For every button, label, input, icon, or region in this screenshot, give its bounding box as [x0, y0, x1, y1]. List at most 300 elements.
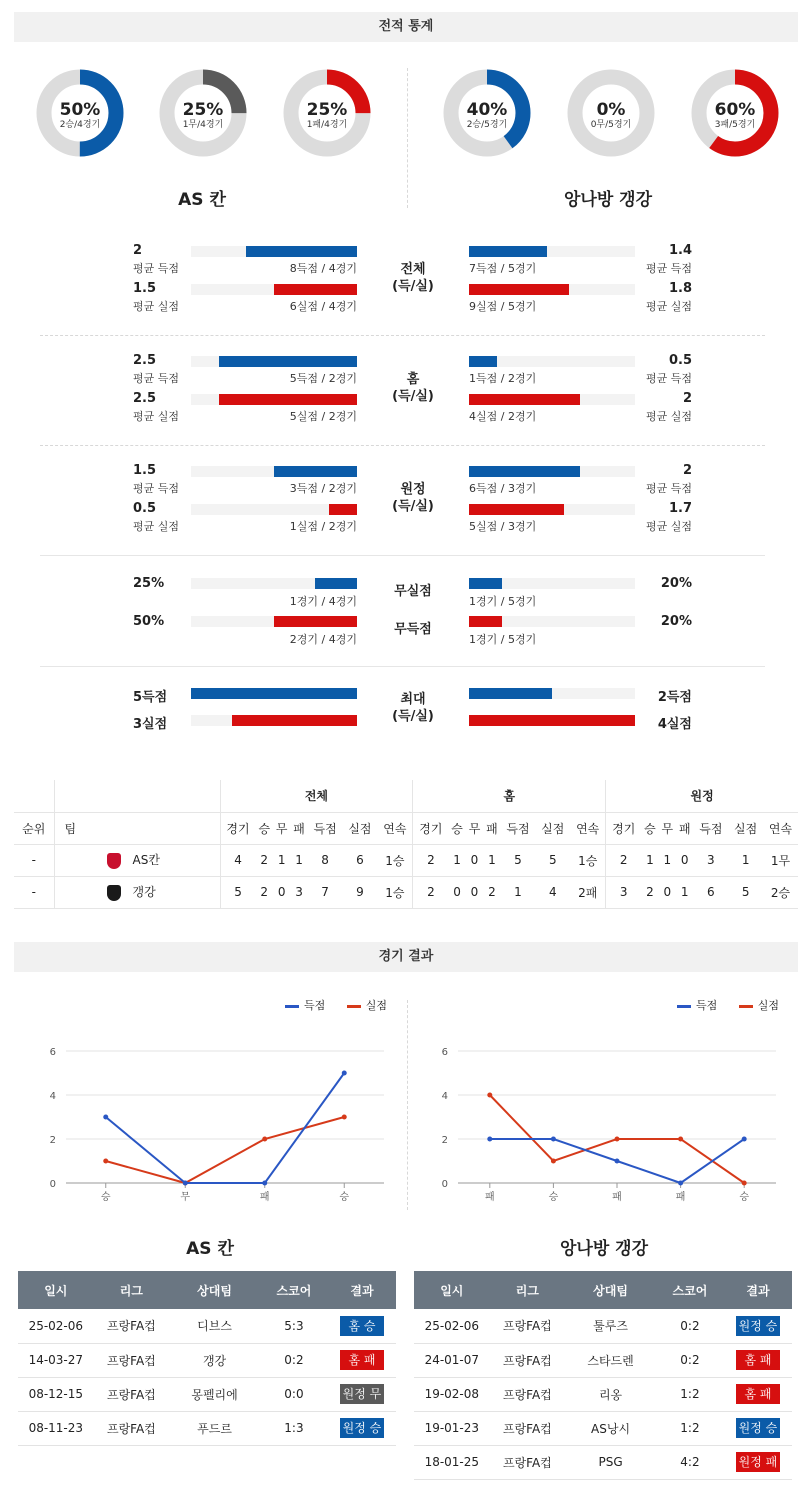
standings-cell: 1 — [728, 844, 763, 876]
standings-cell: 7 — [308, 876, 343, 908]
standings-cell: 1무 — [763, 844, 798, 876]
home-team-title: AS 칸 — [178, 190, 226, 210]
away-line-chart — [400, 1030, 800, 1210]
standings-cell: 0 — [676, 844, 693, 876]
home-avg-for-label: 평균 득점 — [133, 372, 180, 385]
standings-cell: 8 — [308, 844, 343, 876]
result-league: 프랑FA컵 — [490, 1343, 566, 1377]
donut-sub: 1패/4경기 — [306, 120, 348, 130]
home-avg-for-label: 평균 득점 — [133, 262, 180, 275]
result-badge: 홈 패 — [736, 1384, 780, 1404]
donut-percent: 60% — [714, 100, 756, 120]
col-rank: 순위 — [14, 812, 54, 844]
standings-cell: 2 — [641, 876, 658, 908]
max-label — [373, 691, 453, 725]
x-tick-label: 승 — [100, 1192, 111, 1203]
standings-subcol: 승 — [641, 812, 658, 844]
legend-against-swatch — [347, 1005, 361, 1008]
clean-label: 무실점 — [394, 584, 432, 599]
result-cell — [724, 1377, 792, 1411]
result-opponent: 툴루즈 — [565, 1309, 656, 1343]
donut-sub: 2승/5경기 — [466, 120, 508, 130]
result-badge: 홈 패 — [736, 1350, 780, 1370]
noscore-label: 무득점 — [394, 622, 432, 637]
donut-percent: 0% — [596, 100, 626, 120]
home-avg-against-label: 평균 실점 — [133, 520, 180, 533]
standings-cell: 5 — [535, 844, 570, 876]
table-row — [18, 1343, 396, 1377]
result-date: 25-02-06 — [18, 1309, 94, 1343]
results-col-header: 상대팀 — [169, 1271, 260, 1309]
standings-subcol: 연속 — [570, 812, 606, 844]
standings-cell: 5 — [501, 844, 536, 876]
home-avg-for: 2.5 — [133, 353, 157, 368]
team-logo-icon — [107, 853, 121, 869]
result-date: 08-12-15 — [18, 1377, 94, 1411]
standings-cell: 9 — [343, 876, 378, 908]
series-line — [106, 1117, 345, 1183]
away-noscore-pct: 20% — [660, 614, 692, 629]
home-results-table — [18, 1271, 396, 1446]
standings-cell: 0 — [448, 876, 465, 908]
standings-subcol: 실점 — [728, 812, 763, 844]
result-opponent: 푸드르 — [169, 1411, 260, 1445]
group-label-main: 홈 — [406, 372, 420, 387]
away-avg-for-label: 평균 득점 — [645, 482, 692, 495]
table-row — [18, 1377, 396, 1411]
donut-percent: 25% — [182, 100, 224, 120]
standings-subcol: 패 — [483, 812, 500, 844]
legend-for-swatch — [677, 1005, 691, 1008]
away-for-sub: 1득점 / 2경기 — [469, 372, 537, 385]
home-bar — [329, 504, 357, 515]
team-divider — [407, 68, 408, 208]
home-bar — [219, 356, 357, 367]
results-col-header: 스코어 — [656, 1271, 724, 1309]
table-row — [414, 1343, 792, 1377]
chart-legend-away — [677, 997, 779, 1013]
donut-sub: 2승/4경기 — [59, 120, 101, 130]
series-point — [742, 1137, 747, 1142]
away-bar — [469, 284, 569, 295]
result-score: 5:3 — [260, 1309, 328, 1343]
home-avg-for: 2 — [133, 243, 143, 258]
result-score: 0:2 — [656, 1343, 724, 1377]
away-avg-for-label: 평균 득점 — [645, 262, 692, 275]
home-clean-pct: 25% — [133, 576, 165, 591]
donut-chart — [443, 69, 531, 157]
standings-team-name: 갱강 — [132, 885, 156, 900]
result-opponent: PSG — [565, 1445, 656, 1479]
series-point — [615, 1137, 620, 1142]
standings-cell: 3 — [693, 844, 728, 876]
home-for-sub: 8득점 / 4경기 — [289, 262, 357, 275]
group-divider — [40, 666, 765, 667]
result-cell — [328, 1411, 396, 1445]
donut-chart — [159, 69, 247, 157]
table-row — [18, 1309, 396, 1343]
home-for-sub: 5득점 / 2경기 — [289, 372, 357, 385]
results-col-header: 스코어 — [260, 1271, 328, 1309]
y-tick-label: 6 — [49, 1047, 56, 1058]
y-tick-label: 0 — [49, 1179, 56, 1190]
result-cell — [328, 1309, 396, 1343]
table-row — [414, 1309, 792, 1343]
standings-cell: 5 — [220, 876, 256, 908]
away-team-title: 앙나방 갱강 — [563, 190, 653, 210]
away-bar — [469, 715, 635, 726]
standings-cell: 1승 — [377, 876, 413, 908]
standings-subcol: 무 — [273, 812, 290, 844]
result-badge: 원정 승 — [736, 1418, 780, 1438]
group-label-main: 전체 — [400, 262, 426, 277]
standings-subcol: 득점 — [501, 812, 536, 844]
standings-cell: 4 — [535, 876, 570, 908]
x-tick-label: 패 — [612, 1192, 622, 1203]
result-opponent: AS낭시 — [565, 1411, 656, 1445]
home-avg-against: 2.5 — [133, 391, 157, 406]
result-league: 프랑FA컵 — [490, 1309, 566, 1343]
result-badge: 원정 무 — [340, 1384, 384, 1404]
series-point — [487, 1137, 492, 1142]
y-tick-label: 0 — [441, 1179, 448, 1190]
home-avg-against-label: 평균 실점 — [133, 410, 180, 423]
result-opponent: 스타드렌 — [565, 1343, 656, 1377]
donut-chart — [283, 69, 371, 157]
result-date: 24-01-07 — [414, 1343, 490, 1377]
result-badge: 홈 승 — [340, 1316, 384, 1336]
result-score: 1:3 — [260, 1411, 328, 1445]
donut-chart — [36, 69, 124, 157]
legend-against-label: 실점 — [365, 999, 388, 1012]
y-tick-label: 6 — [441, 1047, 448, 1058]
result-badge: 홈 패 — [340, 1350, 384, 1370]
legend-against-swatch — [739, 1005, 753, 1008]
result-date: 19-02-08 — [414, 1377, 490, 1411]
standings-cell: 1 — [273, 844, 290, 876]
group-divider — [40, 335, 765, 336]
group-divider — [40, 445, 765, 446]
result-date: 19-01-23 — [414, 1411, 490, 1445]
away-avg-for-label: 평균 득점 — [645, 372, 692, 385]
series-point — [262, 1181, 267, 1186]
standings-cell: 2패 — [570, 876, 606, 908]
standings-cell: 0 — [466, 876, 483, 908]
standings-cell: 2 — [413, 844, 449, 876]
standings-cell: 1 — [676, 876, 693, 908]
result-cell — [724, 1309, 792, 1343]
away-clean-pct: 20% — [660, 576, 692, 591]
legend-for-label: 득점 — [304, 999, 326, 1012]
home-avg-against: 0.5 — [133, 501, 157, 516]
away-for-sub: 7득점 / 5경기 — [469, 262, 537, 275]
away-against-sub: 5실점 / 3경기 — [469, 520, 537, 533]
standings-rank: - — [14, 876, 54, 908]
standings-cell: 4 — [220, 844, 256, 876]
home-bar — [315, 578, 357, 589]
standings-subcol: 연속 — [763, 812, 798, 844]
series-point — [183, 1181, 188, 1186]
standings-cell: 2 — [606, 844, 642, 876]
result-cell — [724, 1445, 792, 1479]
x-tick-label: 패 — [675, 1192, 686, 1203]
standings-cell: 3 — [290, 876, 307, 908]
table-row — [414, 1377, 792, 1411]
results-col-header: 상대팀 — [565, 1271, 656, 1309]
standings-cell: 2승 — [763, 876, 798, 908]
home-for-sub: 3득점 / 2경기 — [289, 482, 357, 495]
standings-rank: - — [14, 844, 54, 876]
standings-subcol: 실점 — [343, 812, 378, 844]
group-label-main: 원정 — [400, 482, 426, 497]
group-label — [373, 261, 453, 295]
x-tick-label: 승 — [339, 1192, 350, 1203]
series-point — [342, 1115, 347, 1120]
home-against-sub: 5실점 / 2경기 — [289, 410, 357, 423]
series-point — [487, 1093, 492, 1098]
standings-cell: 5 — [728, 876, 763, 908]
series-line — [106, 1073, 345, 1183]
result-league: 프랑FA컵 — [94, 1343, 170, 1377]
donut-percent: 50% — [59, 100, 101, 120]
standings-cell: 0 — [273, 876, 290, 908]
away-against-sub: 9실점 / 5경기 — [469, 300, 537, 313]
standings-subcol: 득점 — [308, 812, 343, 844]
y-tick-label: 2 — [441, 1135, 448, 1146]
standings-cell: 1 — [501, 876, 536, 908]
standings-cell: 0 — [659, 876, 676, 908]
away-bar — [469, 356, 497, 367]
standings-cell: 2 — [483, 876, 500, 908]
result-league: 프랑FA컵 — [490, 1411, 566, 1445]
away-results-title: 앙나방 갱강 — [559, 1239, 649, 1259]
standings-cell: 3 — [606, 876, 642, 908]
result-badge: 원정 승 — [340, 1418, 384, 1438]
standings-subcol: 경기 — [606, 812, 642, 844]
series-point — [678, 1181, 683, 1186]
home-bar — [274, 466, 357, 477]
results-col-header: 일시 — [18, 1271, 94, 1309]
legend-for-swatch — [285, 1005, 299, 1008]
results-col-header: 일시 — [414, 1271, 490, 1309]
away-bar — [469, 578, 502, 589]
legend-against-label: 실점 — [757, 999, 780, 1012]
y-tick-label: 4 — [441, 1091, 448, 1102]
standings-cell: 1 — [448, 844, 465, 876]
standings-group-home: 홈 — [413, 780, 606, 812]
away-bar — [469, 616, 502, 627]
result-league: 프랑FA컵 — [490, 1445, 566, 1479]
result-date: 18-01-25 — [414, 1445, 490, 1479]
home-bar — [274, 616, 357, 627]
table-row — [14, 844, 798, 876]
home-bar — [232, 715, 357, 726]
results-col-header: 리그 — [94, 1271, 170, 1309]
standings-group-total: 전체 — [220, 780, 413, 812]
home-bar — [274, 284, 357, 295]
standings-subcol: 득점 — [693, 812, 728, 844]
away-clean-sub: 1경기 / 5경기 — [469, 595, 537, 608]
away-noscore-sub: 1경기 / 5경기 — [469, 633, 537, 646]
series-point — [103, 1115, 108, 1120]
x-tick-label: 승 — [548, 1192, 559, 1203]
col-team: 팀 — [54, 812, 220, 844]
result-league: 프랑FA컵 — [490, 1377, 566, 1411]
max-label-sub: (득/실) — [392, 709, 434, 724]
standings-cell: 1 — [483, 844, 500, 876]
result-date: 25-02-06 — [414, 1309, 490, 1343]
standings-cell: 6 — [343, 844, 378, 876]
standings-subcol: 패 — [676, 812, 693, 844]
results-section-title: 경기 결과 — [14, 942, 798, 972]
home-bar — [246, 246, 357, 257]
series-point — [262, 1137, 267, 1142]
results-col-header: 결과 — [328, 1271, 396, 1309]
results-col-header: 리그 — [490, 1271, 566, 1309]
result-opponent: 갱강 — [169, 1343, 260, 1377]
result-opponent: 몽펠리에 — [169, 1377, 260, 1411]
result-cell — [328, 1377, 396, 1411]
away-avg-against-label: 평균 실점 — [645, 520, 692, 533]
x-tick-label: 패 — [484, 1192, 495, 1203]
home-max-against: 3실점 — [133, 717, 168, 732]
result-league: 프랑FA컵 — [94, 1411, 170, 1445]
result-league: 프랑FA컵 — [94, 1309, 170, 1343]
x-tick-label: 승 — [739, 1192, 750, 1203]
home-avg-against-label: 평균 실점 — [133, 300, 180, 313]
away-avg-against: 2 — [682, 391, 692, 406]
home-avg-for-label: 평균 득점 — [133, 482, 180, 495]
away-avg-for: 0.5 — [668, 353, 692, 368]
standings-subcol: 무 — [466, 812, 483, 844]
home-noscore-sub: 2경기 / 4경기 — [289, 633, 357, 646]
x-tick-label: 패 — [259, 1192, 270, 1203]
home-bar — [191, 688, 357, 699]
table-row — [414, 1411, 792, 1445]
away-results-table — [414, 1271, 792, 1480]
away-avg-against: 1.7 — [668, 501, 692, 516]
group-label — [373, 371, 453, 405]
home-results-title: AS 칸 — [186, 1239, 234, 1259]
standings-subcol: 연속 — [377, 812, 413, 844]
y-tick-label: 4 — [49, 1091, 56, 1102]
result-badge: 원정 승 — [736, 1316, 780, 1336]
standings-subcol: 경기 — [413, 812, 449, 844]
home-against-sub: 6실점 / 4경기 — [289, 300, 357, 313]
series-point — [551, 1137, 556, 1142]
group-label — [373, 481, 453, 515]
home-max-for: 5득점 — [133, 690, 168, 705]
standings-team — [54, 844, 220, 876]
standings-table — [14, 780, 798, 909]
away-against-sub: 4실점 / 2경기 — [469, 410, 537, 423]
group-label-sub: (득/실) — [392, 279, 434, 294]
standings-subcol: 승 — [256, 812, 273, 844]
standings-subcol: 경기 — [220, 812, 256, 844]
home-avg-against: 1.5 — [133, 281, 157, 296]
away-bar — [469, 246, 547, 257]
standings-cell: 1승 — [570, 844, 606, 876]
group-divider — [40, 555, 765, 556]
result-cell — [724, 1343, 792, 1377]
table-row — [14, 876, 798, 908]
home-against-sub: 1실점 / 2경기 — [289, 520, 357, 533]
away-max-for: 2득점 — [657, 690, 692, 705]
home-noscore-pct: 50% — [133, 614, 165, 629]
home-bar — [219, 394, 357, 405]
away-for-sub: 6득점 / 3경기 — [469, 482, 537, 495]
standings-subcol: 실점 — [535, 812, 570, 844]
donut-sub: 3패/5경기 — [714, 120, 756, 130]
donut-chart — [691, 69, 779, 157]
away-avg-for: 2 — [682, 463, 692, 478]
result-league: 프랑FA컵 — [94, 1377, 170, 1411]
donut-percent: 25% — [306, 100, 348, 120]
table-row — [18, 1411, 396, 1445]
series-point — [103, 1159, 108, 1164]
result-badge: 원정 패 — [736, 1452, 780, 1472]
result-opponent: 디브스 — [169, 1309, 260, 1343]
series-point — [551, 1159, 556, 1164]
series-point — [342, 1071, 347, 1076]
away-avg-for: 1.4 — [668, 243, 692, 258]
result-score: 1:2 — [656, 1377, 724, 1411]
away-bar — [469, 466, 580, 477]
standings-cell: 1 — [641, 844, 658, 876]
standings-subcol: 승 — [448, 812, 465, 844]
series-point — [742, 1181, 747, 1186]
result-score: 4:2 — [656, 1445, 724, 1479]
result-score: 1:2 — [656, 1411, 724, 1445]
stats-section-title: 전적 통계 — [14, 12, 798, 42]
result-opponent: 리옹 — [565, 1377, 656, 1411]
series-point — [678, 1137, 683, 1142]
standings-cell: 2 — [413, 876, 449, 908]
result-score: 0:0 — [260, 1377, 328, 1411]
series-point — [615, 1159, 620, 1164]
home-clean-sub: 1경기 / 4경기 — [289, 595, 357, 608]
legend-for-label: 득점 — [696, 999, 718, 1012]
standings-cell: 1승 — [377, 844, 413, 876]
table-row — [414, 1445, 792, 1479]
away-avg-against: 1.8 — [668, 281, 692, 296]
chart-legend-home — [285, 997, 387, 1013]
result-cell — [328, 1343, 396, 1377]
away-bar — [469, 688, 552, 699]
away-max-against: 4실점 — [657, 717, 692, 732]
home-line-chart — [0, 1030, 400, 1210]
result-date: 14-03-27 — [18, 1343, 94, 1377]
standings-team — [54, 876, 220, 908]
standings-cell: 6 — [693, 876, 728, 908]
standings-group-away: 원정 — [606, 780, 798, 812]
away-avg-against-label: 평균 실점 — [645, 410, 692, 423]
result-score: 0:2 — [656, 1309, 724, 1343]
standings-team-name: AS칸 — [132, 853, 160, 868]
away-bar — [469, 504, 564, 515]
x-tick-label: 무 — [180, 1192, 191, 1203]
standings-cell: 1 — [659, 844, 676, 876]
team-logo-icon — [107, 885, 121, 901]
standings-subcol: 무 — [659, 812, 676, 844]
standings-cell: 2 — [256, 876, 273, 908]
away-bar — [469, 394, 580, 405]
result-date: 08-11-23 — [18, 1411, 94, 1445]
standings-cell: 2 — [256, 844, 273, 876]
max-label-main: 최대 — [400, 692, 426, 707]
result-cell — [724, 1411, 792, 1445]
y-tick-label: 2 — [49, 1135, 56, 1146]
